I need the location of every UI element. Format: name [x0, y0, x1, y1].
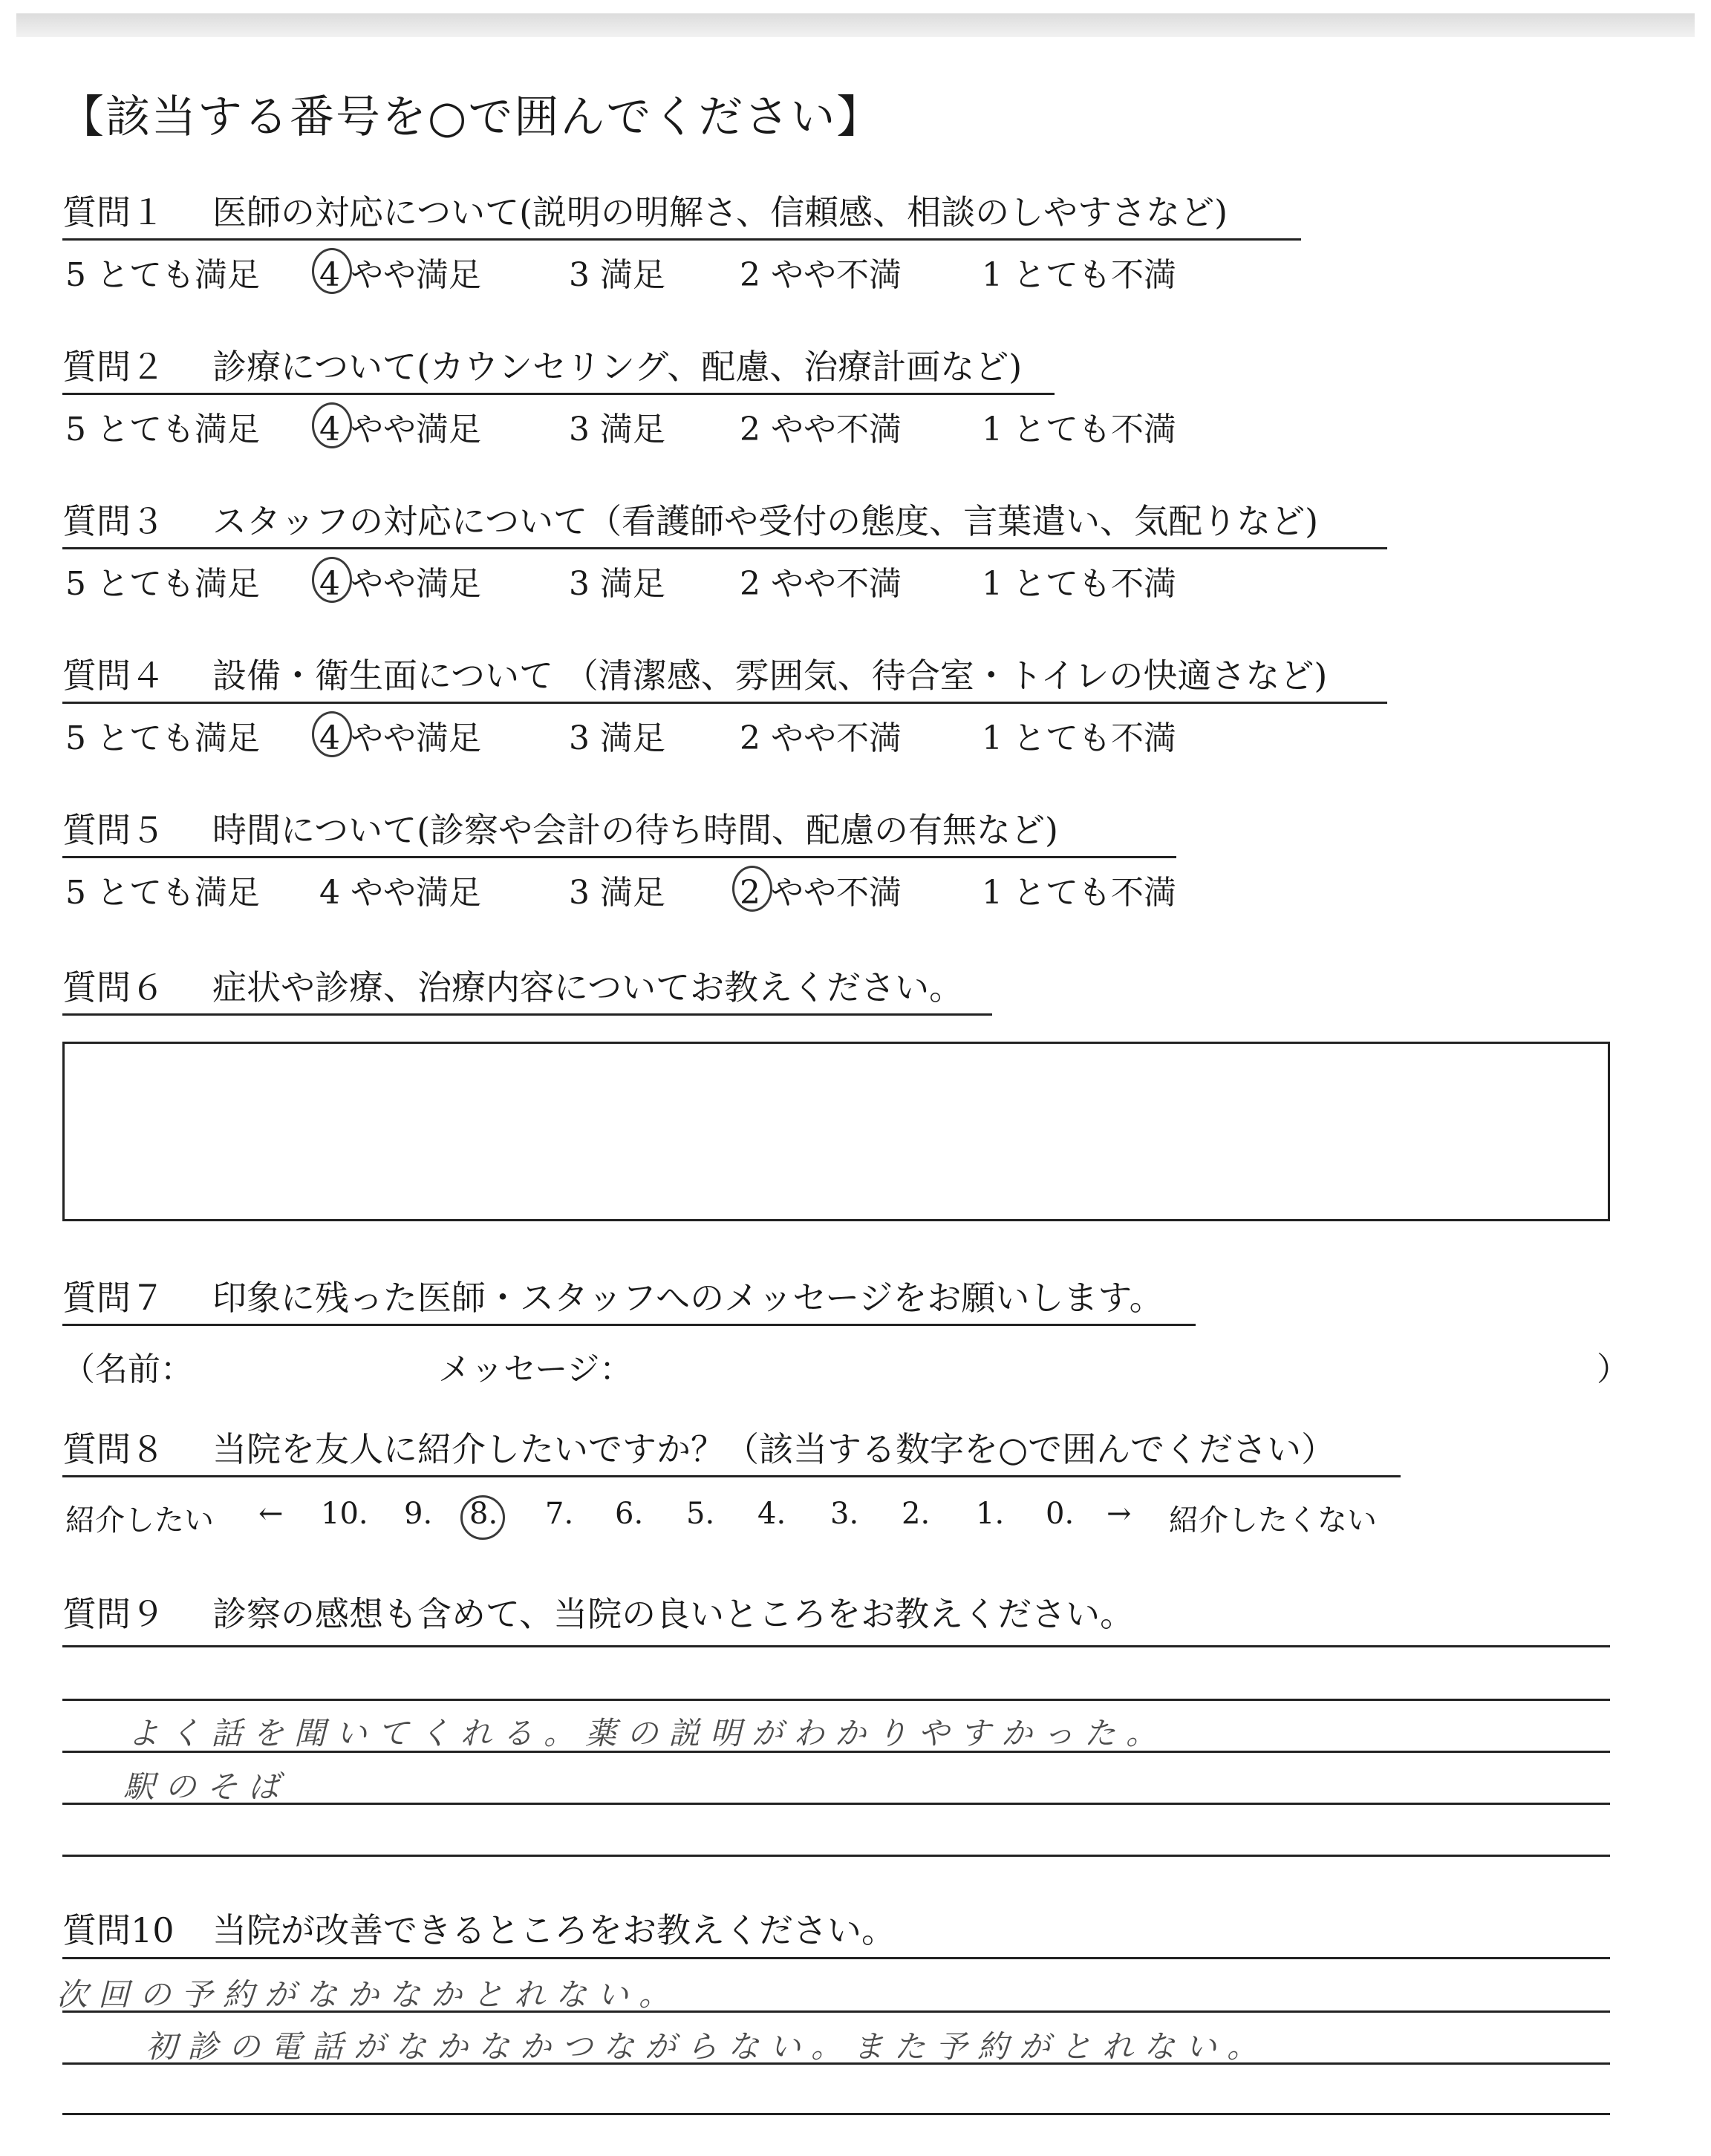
question-8-underline [62, 1475, 1401, 1477]
question-text: 医師の対応について(説明の明解さ、信頼感、相談のしやすさなど) [212, 192, 1228, 232]
answer-line [62, 1855, 1610, 1857]
answer-line [62, 2113, 1610, 2115]
recommend-score[interactable]: 7. [545, 1497, 574, 1531]
question-5 [62, 803, 1058, 852]
question-number: 質問３ [62, 501, 165, 541]
question-1 [62, 186, 1228, 235]
handwritten-answer-q10-1: 次回の予約がなかなかとれない。 [56, 1976, 681, 2013]
question-number: 質問８ [62, 1429, 165, 1469]
left-arrow-icon: ← [258, 1497, 284, 1531]
question-underline [62, 238, 1301, 241]
selected-circle-mark [312, 248, 352, 294]
question-text: 診療について(カウンセリング、配慮、治療計画など) [212, 347, 1023, 387]
recommend-left-label: 紹介したい [65, 1503, 214, 1538]
rating-option[interactable]: 3 満足 [569, 256, 665, 294]
question-8 [62, 1422, 1335, 1471]
rating-option[interactable]: 5 とても満足 [65, 719, 260, 757]
question-4 [62, 649, 1327, 698]
question-9 [62, 1587, 1134, 1636]
answer-line [62, 1957, 1610, 1959]
recommend-score[interactable]: 6. [615, 1497, 644, 1531]
rating-option[interactable]: 2 やや不満 [740, 565, 902, 603]
rating-option[interactable]: 3 満足 [569, 874, 665, 912]
question-text: 診察の感想も含めて、当院の良いところをお教えください。 [212, 1594, 1135, 1634]
question-6 [62, 961, 963, 1010]
question-number: 質問５ [62, 810, 165, 850]
rating-option[interactable]: 4 やや満足 [319, 719, 481, 757]
question-2 [62, 340, 1022, 389]
recommend-score[interactable]: 10. [321, 1497, 368, 1531]
question-text: 時間について(診察や会計の待ち時間、配慮の有無など) [212, 810, 1058, 850]
rating-option[interactable]: 3 満足 [569, 719, 665, 757]
rating-option[interactable]: 5 とても満足 [65, 411, 260, 448]
rating-option[interactable]: 4 やや満足 [319, 256, 481, 294]
question-number: 質問４ [62, 656, 165, 696]
scan-top-edge [16, 13, 1695, 37]
question-number: 質問６ [62, 967, 165, 1007]
rating-option[interactable]: 1 とても不満 [982, 719, 1176, 757]
recommend-score[interactable]: 0. [1046, 1497, 1075, 1531]
answer-line [62, 1803, 1610, 1805]
question-number: 質問２ [62, 347, 165, 387]
question-7-underline [62, 1324, 1196, 1326]
rating-option[interactable]: 5 とても満足 [65, 874, 260, 912]
question-text: 当院が改善できるところをお教えください。 [212, 1910, 896, 1950]
recommend-score[interactable]: 8. [469, 1497, 498, 1531]
message-label: メッセージ： [438, 1350, 633, 1388]
question-text: 印象に残った医師・スタッフへのメッセージをお願いします。 [212, 1278, 1164, 1318]
handwritten-answer-q9-2: 駅のそば [123, 1768, 290, 1805]
question-number: 質問10 [62, 1910, 175, 1950]
rating-option[interactable]: 5 とても満足 [65, 256, 260, 294]
question-underline [62, 856, 1176, 858]
question-text: 当院を友人に紹介したいですか？（該当する数字を○で囲んでください） [212, 1429, 1336, 1469]
recommend-score[interactable]: 4. [757, 1497, 786, 1531]
rating-option[interactable]: 1 とても不満 [982, 411, 1176, 448]
recommend-score[interactable]: 1. [976, 1497, 1005, 1531]
answer-line [62, 1699, 1610, 1701]
question-3 [62, 494, 1318, 543]
rating-option[interactable]: 2 やや不満 [740, 411, 902, 448]
rating-option[interactable]: 3 満足 [569, 565, 665, 603]
recommend-score[interactable]: 3. [830, 1497, 859, 1531]
recommend-score[interactable]: 9. [404, 1497, 433, 1531]
question-number: 質問１ [62, 192, 165, 232]
answer-box-q6[interactable] [62, 1042, 1610, 1221]
question-underline [62, 702, 1387, 704]
answer-line [62, 1645, 1610, 1647]
question-text: スタッフの対応について（看護師や受付の態度、言葉遣い、気配りなど) [212, 501, 1319, 541]
rating-option[interactable]: 1 とても不満 [982, 565, 1176, 603]
recommend-score[interactable]: 5. [686, 1497, 715, 1531]
form-title: 【該当する番号を○で囲んでください】 [59, 91, 883, 143]
question-text: 症状や診療、治療内容についてお教えください。 [212, 967, 964, 1007]
question-10 [62, 1904, 896, 1953]
selected-circle-mark [312, 557, 352, 603]
rating-option[interactable]: 2 やや不満 [740, 874, 902, 912]
recommend-right-label: 紹介したくない [1169, 1503, 1377, 1538]
rating-option[interactable]: 5 とても満足 [65, 565, 260, 603]
question-text: 設備・衛生面について （清潔感、雰囲気、待合室・トイレの快適さなど) [212, 656, 1328, 696]
selected-circle-mark [312, 711, 352, 757]
question-7 [62, 1271, 1164, 1320]
selected-circle-mark [732, 866, 772, 912]
rating-option[interactable]: 2 やや不満 [740, 256, 902, 294]
question-underline [62, 393, 1055, 395]
rating-option[interactable]: 1 とても不満 [982, 874, 1176, 912]
selected-circle-mark [460, 1495, 505, 1540]
rating-option[interactable]: 1 とても不満 [982, 256, 1176, 294]
question-number: 質問７ [62, 1278, 165, 1318]
rating-option[interactable]: 4 やや満足 [319, 411, 481, 448]
handwritten-answer-q10-2: 初診の電話がなかなかつながらない。また予約がとれない。 [146, 2028, 1269, 2065]
selected-circle-mark [312, 402, 352, 448]
question-number: 質問９ [62, 1594, 165, 1634]
rating-option[interactable]: 2 やや不満 [740, 719, 902, 757]
question-underline [62, 547, 1387, 549]
recommend-score[interactable]: 2. [902, 1497, 931, 1531]
handwritten-answer-q9-1: よく話を聞いてくれる。薬の説明がわかりやすかった。 [128, 1715, 1168, 1751]
question-6-underline [62, 1013, 992, 1016]
rating-option[interactable]: 4 やや満足 [319, 565, 481, 603]
close-paren: ） [1597, 1350, 1629, 1388]
rating-option[interactable]: 4 やや満足 [319, 874, 481, 912]
rating-option[interactable]: 3 満足 [569, 411, 665, 448]
right-arrow-icon: → [1107, 1497, 1132, 1531]
name-label: （名前： [62, 1350, 193, 1388]
